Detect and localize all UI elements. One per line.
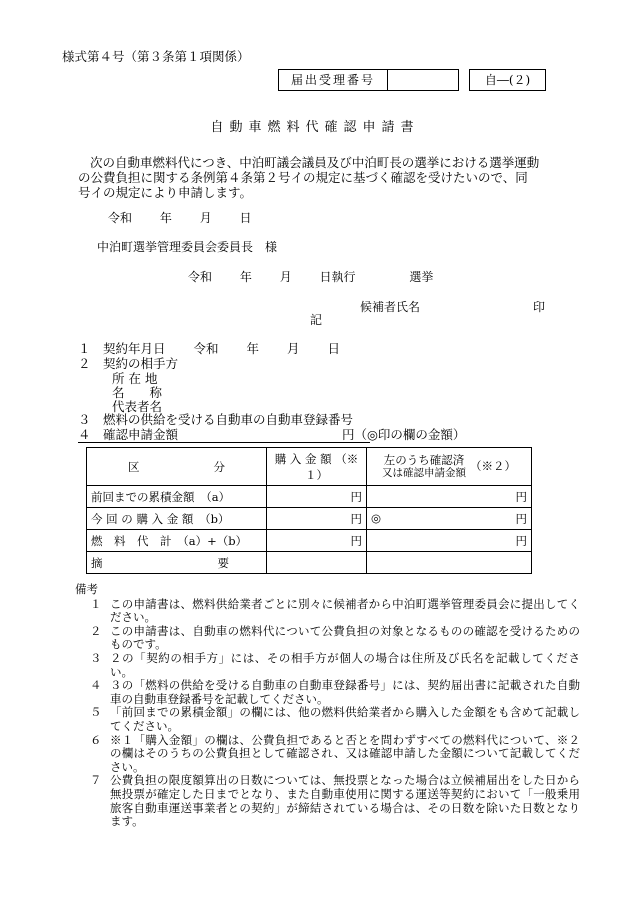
row-confirmed-yen[interactable] <box>367 552 532 574</box>
row-label: 燃 料 代 計 （a）+（b） <box>87 530 267 552</box>
double-circle-mark: ◎ <box>371 510 382 525</box>
form-code: 自―(２) <box>469 69 546 91</box>
application-date <box>108 211 276 225</box>
date-era: 令和 <box>108 211 133 225</box>
row-purchase-yen[interactable]: 円 <box>267 486 367 508</box>
note-item: ２ この申請書は、自動車の燃料代について公費負担の対象となるものの確認を受けるためのものです。 <box>90 623 580 652</box>
row-purchase-yen[interactable]: 円 <box>267 530 367 552</box>
contract-date-label: １ 契約年月日 <box>78 341 166 356</box>
notes-section <box>75 583 580 829</box>
addressee: 中泊町選挙管理委員会委員長 様 <box>97 240 278 254</box>
requested-amount-underline <box>78 442 370 443</box>
notes-heading: 備考 <box>75 582 98 596</box>
note-item: １ この申請書は、燃料供給業者ごとに別々に候補者から中泊町選挙管理委員会に提出してください。 <box>90 596 580 625</box>
election-month: 月 <box>279 270 292 284</box>
requested-amount-note: 円（◎印の欄の金額） <box>342 427 466 442</box>
table-row <box>87 486 532 508</box>
seal-mark: 印 <box>533 300 546 314</box>
party-representative-label: 代表者名 <box>112 399 163 414</box>
form-number: 様式第４号（第３条第１項関係） <box>62 49 250 64</box>
row-confirmed-yen[interactable]: 円 <box>367 530 532 552</box>
table-row <box>87 530 532 552</box>
table-row <box>87 508 532 530</box>
party-address-label: 所 在 地 <box>112 371 158 386</box>
row-purchase-yen[interactable] <box>267 552 367 574</box>
row-label: 前回までの累積金額 （a） <box>87 486 267 508</box>
header-category: 区 分 <box>87 448 267 486</box>
row-purchase-yen[interactable]: 円 <box>267 508 367 530</box>
row-confirmed-yen[interactable]: ◎ 円 <box>367 508 532 530</box>
intro-line-1: 次の自動車燃料代につき、中泊町議会議員及び中泊町長の選挙における選挙運動 <box>90 155 540 170</box>
party-name-label: 名 称 <box>112 385 163 400</box>
intro-paragraph <box>78 155 578 200</box>
election-line <box>188 270 457 284</box>
contract-date-row <box>78 342 364 356</box>
table-header-row <box>87 448 532 486</box>
document-title: 自動車燃料代確認申請書 <box>210 120 420 135</box>
intro-line-3: 号イの規定により申請します。 <box>78 185 253 200</box>
contract-date-month: 月 <box>287 341 300 356</box>
requested-amount-label: ４ 確認申請金額 <box>78 427 179 442</box>
election-day-exec: 日執行 <box>319 270 356 284</box>
receipt-number-field[interactable] <box>387 69 459 91</box>
candidate-name-label: 候補者氏名 <box>360 300 421 314</box>
note-item: ６ ※１「購入金額」の欄は、公費負担であると否とを問わずすべての燃料代について、※２の欄はそのうちの公費負担として確認され、又は確認申請した金額について記載してください。 <box>90 732 580 774</box>
contract-date-day: 日 <box>327 341 341 356</box>
note-item: ４ ３の「燃料の供給を受ける自動車の自動車登録番号」には、契約届出書に記載された自動車の自動車登録番号を記載してください。 <box>90 678 580 706</box>
header-purchase-amount: 購 入 金 額 （※１） <box>267 448 367 486</box>
election-year: 年 <box>239 270 252 284</box>
table-row <box>87 552 532 574</box>
intro-line-2: の公費負担に関する条例第４条第２号イの規定に基づく確認を受けたいので、同 <box>78 170 528 185</box>
amount-table <box>86 447 532 574</box>
receipt-number-label: 届出受理番号 <box>278 69 388 91</box>
contract-party-label: ２ 契約の相手方 <box>78 356 179 371</box>
ki-heading: 記 <box>310 313 323 327</box>
row-label: 摘 要 <box>87 552 267 574</box>
date-year: 年 <box>159 211 172 225</box>
contract-date-year: 年 <box>246 341 260 356</box>
vehicle-registration-label: ３ 燃料の供給を受ける自動車の自動車登録番号 <box>78 412 354 427</box>
election-senkyo: 選挙 <box>409 270 434 284</box>
note-item: ５ 「前回までの累積金額」の欄には、他の燃料供給業者から購入した金額をも含めて記載してください。 <box>90 705 580 733</box>
note-item: ７ 公費負担の限度額算出の日数については、無投票となった場合は立候補届出をした日から無投票が確定した日までとなり、また自動車使用に関する運送等契約において「一般乗用旅客自動車運送事業者との契約」が締結されている場合は、その日数を除いた日数となります。 <box>90 773 580 829</box>
date-month: 月 <box>199 211 212 225</box>
row-confirmed-yen[interactable]: 円 <box>367 486 532 508</box>
date-day: 日 <box>239 211 252 225</box>
note-item: ３ ２の「契約の相手方」には、その相手方が個人の場合は住所及び氏名を記載してください。 <box>90 650 580 679</box>
row-label: 今 回 の 購 入 金 額 （b） <box>87 508 267 530</box>
election-era: 令和 <box>188 270 213 284</box>
header-confirmed-amount: 左のうち確認済 又は確認申請金額 （※２） <box>367 448 532 486</box>
contract-date-era: 令和 <box>193 341 219 356</box>
